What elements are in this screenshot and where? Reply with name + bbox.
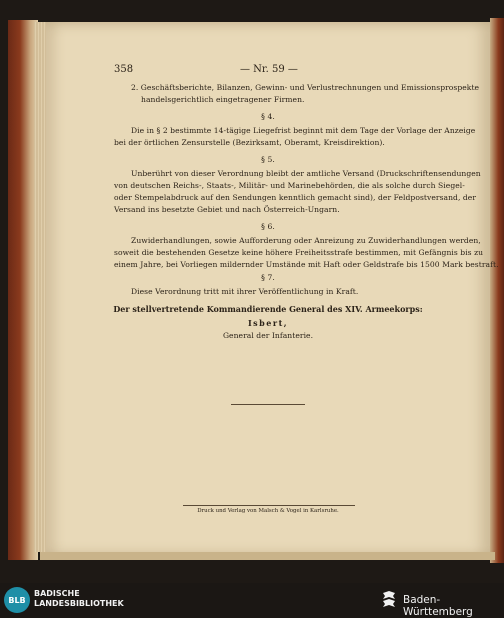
library-name-line2: LANDESBIBLIOTHEK <box>34 599 124 608</box>
printer-note: Druck und Verlag von Malsch & Vogel in Karlsruhe. <box>197 508 339 514</box>
section-4-line2: bei der örtlichen Zensurstelle (Bezirksamt, Oberamt, Kreisdirektion). <box>114 138 385 147</box>
section-5-line4: Versand ins besetzte Gebiet und nach Österreich-Ungarn. <box>114 205 340 214</box>
page-number: 358 <box>114 64 134 75</box>
section-5-line3: oder Stempelabdruck auf den Sendungen kenntlich gemacht sind), der Feldpostversand, der <box>114 193 477 202</box>
section-6-line3: einem Jahre, bei Vorliegen mildernder Umstände mit Haft oder Geldstrafe bis 1500 Mark bestraft. <box>114 260 499 269</box>
section-6-line1: Zuwiderhandlungen, sowie Aufforderung oder Anreizung zu Zuwiderhandlungen werden, <box>131 236 481 245</box>
separator-rule <box>231 404 305 405</box>
section-5-line1: Unberührt von dieser Verordnung bleibt der amtliche Versand (Druckschriftensendungen <box>131 169 481 178</box>
signature-line: Der stellvertretende Kommandierende General des XIV. Armeekorps: <box>113 304 423 314</box>
signature-name: Isbert, <box>247 318 289 328</box>
section-6-line2: soweit die bestehenden Gesetze keine höhere Freiheitsstrafe bestimmen, mit Gefängnis bis zu <box>114 248 484 257</box>
section-4-heading: § 4. <box>261 112 275 121</box>
issue-header: — Nr. 59 — <box>240 64 298 75</box>
book-cover-right <box>490 18 504 563</box>
library-name[interactable] <box>34 589 124 609</box>
book-bottom-edge <box>40 552 495 560</box>
signature-title: General der Infanterie. <box>222 331 314 340</box>
section-7-heading: § 7. <box>261 273 275 282</box>
item2-line2: handelsgerichtlich eingetragener Firmen. <box>141 95 305 104</box>
section-4-line1: Die in § 2 bestimmte 14-tägige Liegefrist beginnt mit dem Tage der Vorlage der Anzeige <box>131 126 476 135</box>
section-6-heading: § 6. <box>261 222 275 231</box>
section-7-line1: Diese Verordnung tritt mit ihrer Veröffentlichung in Kraft. <box>131 287 359 296</box>
printer-rule <box>183 505 355 506</box>
item2-line1: 2. Geschäftsberichte, Bilanzen, Gewinn- und Verlustrechnungen und Emissionsprospekte <box>131 83 480 92</box>
library-name-line1: BADISCHE <box>34 589 80 598</box>
state-name[interactable]: Baden-Württemberg <box>403 594 473 618</box>
section-5-line2: von deutschen Reichs-, Staats-, Militär- und Marinebehörden, die als solche durch Siegel- <box>114 181 465 190</box>
blb-logo[interactable]: BLB <box>4 587 30 613</box>
section-5-heading: § 5. <box>261 155 275 164</box>
baden-wuerttemberg-lions-icon <box>380 590 398 610</box>
